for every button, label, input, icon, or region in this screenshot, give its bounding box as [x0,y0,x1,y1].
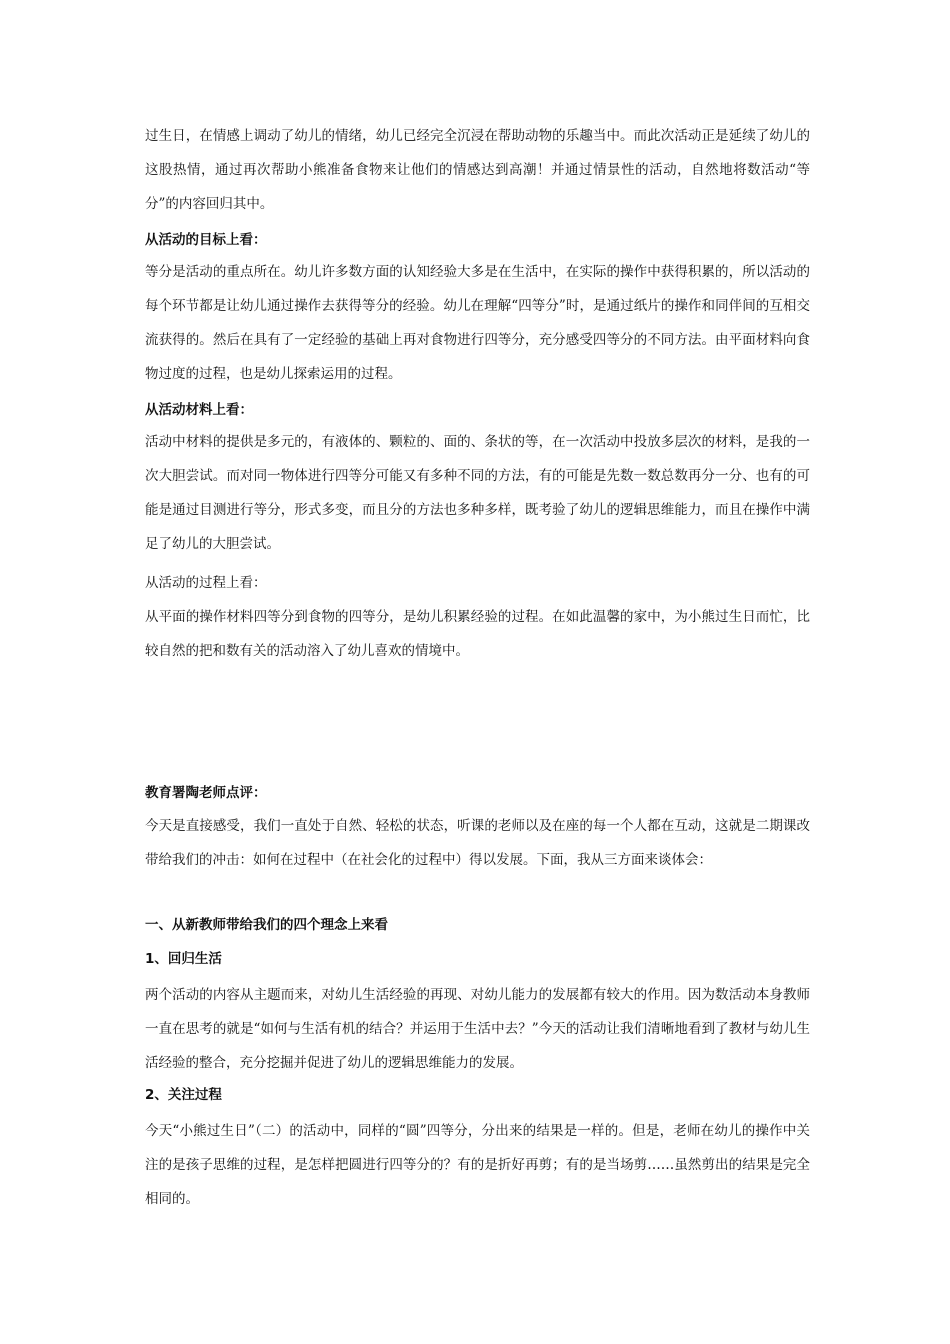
paragraph-teacher-review: 今天是直接感受，我们一直处于自然、轻松的状态，听课的老师以及在座的每一个人都在互动，这就是二期课改带给我们的冲击：如何在过程中（在社会化的过程中）得以发展。下面，我从三方面来谈体会： [145,818,810,868]
heading-return-to-life: 1、回归生活 [145,951,222,967]
heading-section-one: 一、从新教师带给我们的四个理念上来看 [145,917,388,933]
heading-activity-process: 从活动的过程上看： [145,575,267,591]
paragraph-activity-material: 活动中材料的提供是多元的，有液体的、颗粒的、面的、条状的等，在一次活动中投放多层次的材料，是我的一次大胆尝试。而对同一物体进行四等分可能又有多种不同的方法，有的可能是先数一数总数再分一分、也有的可能是通过目测进行等分，形式多变，而且分的方法也多种多样，既考验了幼儿的逻辑思维能力，而且在操作中满足了幼儿的大胆尝试。 [145,434,810,552]
heading-teacher-review: 教育署陶老师点评： [145,785,267,801]
paragraph-activity-process: 从平面的操作材料四等分到食物的四等分，是幼儿积累经验的过程。在如此温馨的家中，为小熊过生日而忙，比较自然的把和数有关的活动溶入了幼儿喜欢的情境中。 [145,609,810,659]
paragraph-intro: 过生日，在情感上调动了幼儿的情绪，幼儿已经完全沉浸在帮助动物的乐趣当中。而此次活动正是延续了幼儿的这股热情，通过再次帮助小熊准备食物来让他们的情感达到高潮！并通过情景性的活动，自然地将数活动“等分”的内容回归其中。 [145,128,810,212]
paragraph-return-to-life: 两个活动的内容从主题而来，对幼儿生活经验的再现、对幼儿能力的发展都有较大的作用。因为数活动本身教师一直在思考的就是“如何与生活有机的结合？并运用于生活中去？”今天的活动让我们清晰地看到了教材与幼儿生活经验的整合，充分挖掘并促进了幼儿的逻辑思维能力的发展。 [145,987,810,1071]
paragraph-focus-process: 今天“小熊过生日”（二）的活动中，同样的“圆”四等分，分出来的结果是一样的。但是，老师在幼儿的操作中关注的是孩子思维的过程，是怎样把圆进行四等分的？有的是折好再剪；有的是当场剪……虽然剪出的结果是完全相同的。 [145,1123,810,1207]
heading-activity-goal: 从活动的目标上看： [145,232,267,248]
heading-activity-material: 从活动材料上看： [145,402,253,418]
heading-focus-process: 2、关注过程 [145,1087,222,1103]
paragraph-activity-goal: 等分是活动的重点所在。幼儿许多数方面的认知经验大多是在生活中，在实际的操作中获得积累的，所以活动的每个环节都是让幼儿通过操作去获得等分的经验。幼儿在理解“四等分”时，是通过纸片的操作和同伴间的互相交流获得的。然后在具有了一定经验的基础上再对食物进行四等分，充分感受四等分的不同方法。由平面材料向食物过度的过程，也是幼儿探索运用的过程。 [145,264,810,382]
